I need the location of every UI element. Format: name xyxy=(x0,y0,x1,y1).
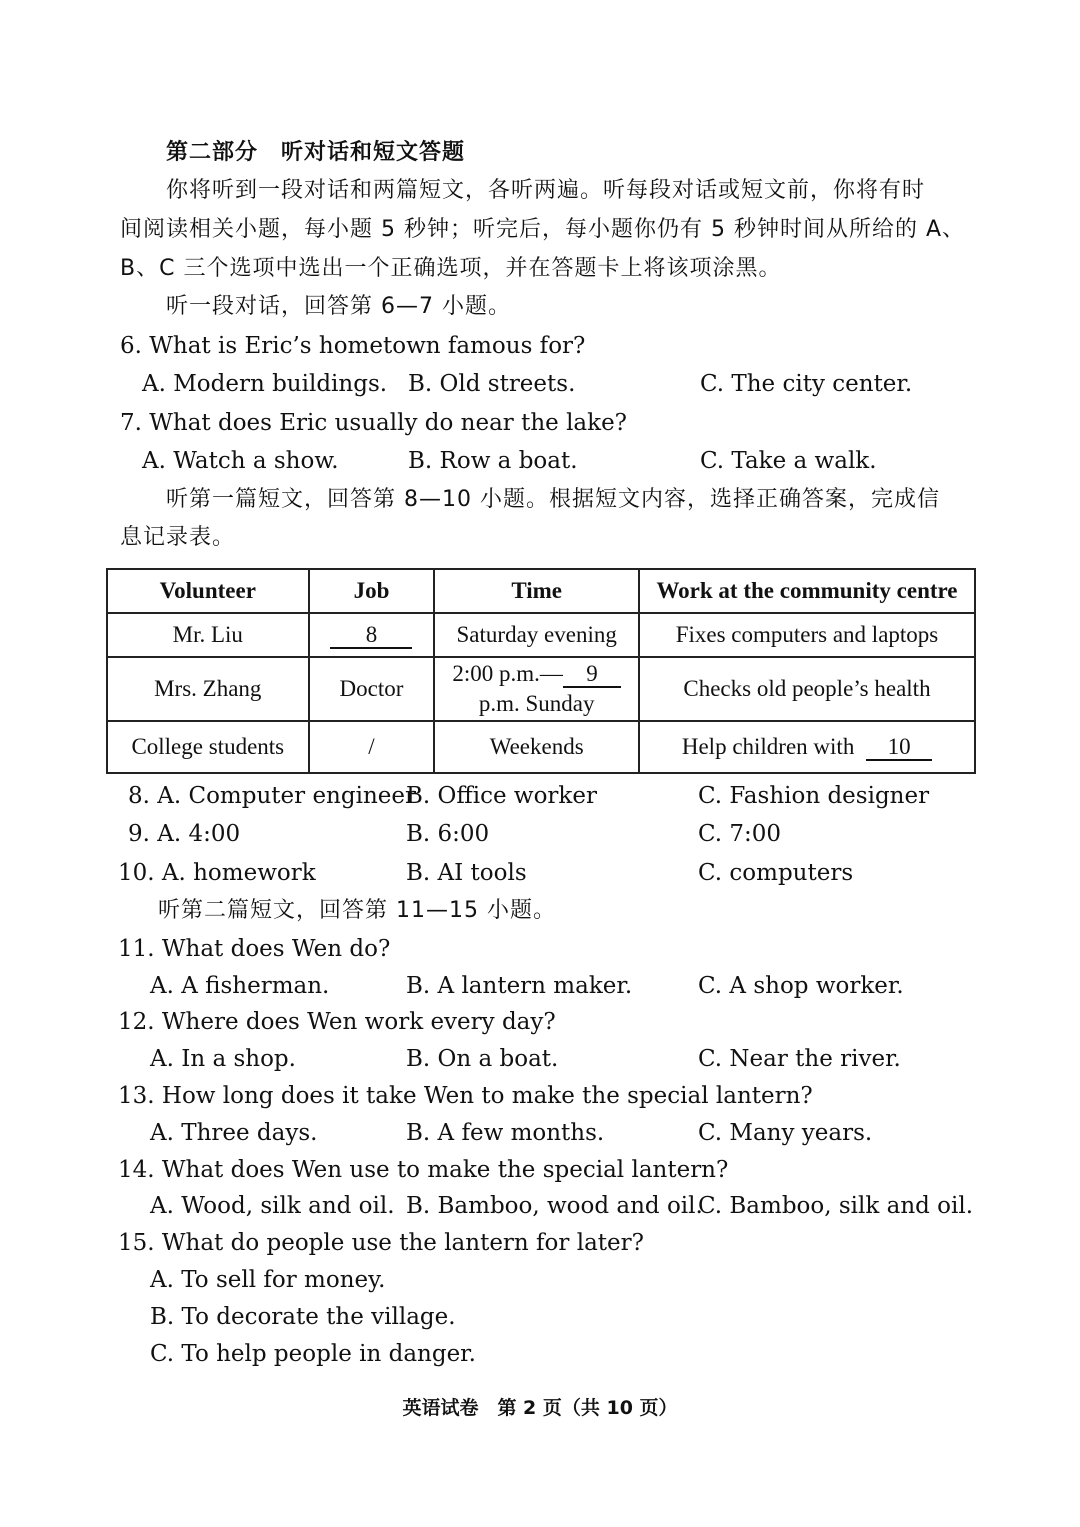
header-time: Time xyxy=(434,569,639,613)
question-12-stem: 12. Where does Wen work every day? xyxy=(118,1009,556,1035)
cell-volunteer: Mr. Liu xyxy=(107,613,309,657)
work-prefix: Help children with xyxy=(681,733,855,759)
cell-volunteer: Mrs. Zhang xyxy=(107,657,309,721)
section-title: 第二部分 听对话和短文答题 xyxy=(166,140,466,165)
dialogue-intro: 听一段对话，回答第 6—7 小题。 xyxy=(166,294,511,319)
question-6-option-b: B. Old streets. xyxy=(408,371,576,397)
cell-work: Fixes computers and laptops xyxy=(639,613,975,657)
blank-8: 8 xyxy=(330,623,412,649)
question-10-option-a: 10. A. homework xyxy=(118,860,316,886)
question-10-option-b: B. AI tools xyxy=(406,860,527,886)
passage-1-intro-line-1: 听第一篇短文，回答第 8—10 小题。根据短文内容，选择正确答案，完成信 xyxy=(166,487,940,512)
cell-job: / xyxy=(309,721,435,773)
cell-job: Doctor xyxy=(309,657,435,721)
question-12-option-c: C. Near the river. xyxy=(698,1046,901,1072)
question-11-stem: 11. What does Wen do? xyxy=(118,936,391,962)
question-13-option-b: B. A few months. xyxy=(406,1120,605,1146)
question-9-option-b: B. 6:00 xyxy=(406,821,490,847)
table-row xyxy=(107,721,975,773)
question-8-option-b: B. Office worker xyxy=(406,783,597,809)
header-work: Work at the community centre xyxy=(639,569,975,613)
question-12-option-b: B. On a boat. xyxy=(406,1046,559,1072)
question-9-option-c: C. 7:00 xyxy=(698,821,782,847)
question-13-stem: 13. How long does it take Wen to make the special lantern? xyxy=(118,1083,813,1109)
cell-volunteer: College students xyxy=(107,721,309,773)
header-volunteer: Volunteer xyxy=(107,569,309,613)
question-14-option-a: A. Wood, silk and oil. xyxy=(150,1193,395,1219)
volunteer-info-table xyxy=(106,568,976,774)
cell-time xyxy=(434,657,639,721)
question-13-option-c: C. Many years. xyxy=(698,1120,873,1146)
cell-time: Weekends xyxy=(434,721,639,773)
page-footer: 英语试卷 第 2 页（共 10 页） xyxy=(402,1397,678,1419)
table-row xyxy=(107,657,975,721)
question-15-option-a: A. To sell for money. xyxy=(150,1267,386,1293)
table-row xyxy=(107,613,975,657)
question-11-option-a: A. A fisherman. xyxy=(150,973,330,999)
question-14-option-b: B. Bamboo, wood and oil. xyxy=(406,1193,703,1219)
cell-time: Saturday evening xyxy=(434,613,639,657)
table-header-row xyxy=(107,569,975,613)
question-15-option-c: C. To help people in danger. xyxy=(150,1341,476,1367)
question-10-option-c: C. computers xyxy=(698,860,854,886)
passage-2-intro: 听第二篇短文，回答第 11—15 小题。 xyxy=(158,898,556,923)
question-8-option-c: C. Fashion designer xyxy=(698,783,930,809)
header-job: Job xyxy=(309,569,435,613)
question-8-option-a: 8. A. Computer engineer xyxy=(128,783,416,809)
cell-job xyxy=(309,613,435,657)
question-14-stem: 14. What does Wen use to make the special lantern? xyxy=(118,1157,729,1183)
instruction-line-3: B、C 三个选项中选出一个正确选项，并在答题卡上将该项涂黑。 xyxy=(120,256,782,281)
cell-work: Checks old people’s health xyxy=(639,657,975,721)
instruction-line-2: 间阅读相关小题，每小题 5 秒钟；听完后，每小题你仍有 5 秒钟时间从所给的 A、 xyxy=(120,217,966,242)
question-15-stem: 15. What do people use the lantern for later? xyxy=(118,1230,644,1256)
question-12-option-a: A. In a shop. xyxy=(150,1046,296,1072)
cell-work xyxy=(639,721,975,773)
question-11-option-b: B. A lantern maker. xyxy=(406,973,633,999)
question-6-option-a: A. Modern buildings. xyxy=(142,371,388,397)
passage-1-intro-line-2: 息记录表。 xyxy=(120,525,236,550)
blank-10: 10 xyxy=(866,735,932,761)
question-7-stem: 7. What does Eric usually do near the lake? xyxy=(120,410,628,436)
time-prefix: 2:00 p.m.— xyxy=(452,661,563,686)
question-14-option-c: C. Bamboo, silk and oil. xyxy=(698,1193,974,1219)
question-7-option-a: A. Watch a show. xyxy=(142,448,339,474)
question-15-option-b: B. To decorate the village. xyxy=(150,1304,456,1330)
question-9-option-a: 9. A. 4:00 xyxy=(128,821,241,847)
question-6-option-c: C. The city center. xyxy=(700,371,913,397)
question-7-option-b: B. Row a boat. xyxy=(408,448,578,474)
instruction-line-1: 你将听到一段对话和两篇短文，各听两遍。听每段对话或短文前，你将有时 xyxy=(166,178,926,203)
question-6-stem: 6. What is Eric’s hometown famous for? xyxy=(120,333,586,359)
time-suffix: p.m. Sunday xyxy=(478,691,595,716)
question-7-option-c: C. Take a walk. xyxy=(700,448,877,474)
blank-9: 9 xyxy=(563,662,621,688)
question-11-option-c: C. A shop worker. xyxy=(698,973,904,999)
question-13-option-a: A. Three days. xyxy=(150,1120,318,1146)
